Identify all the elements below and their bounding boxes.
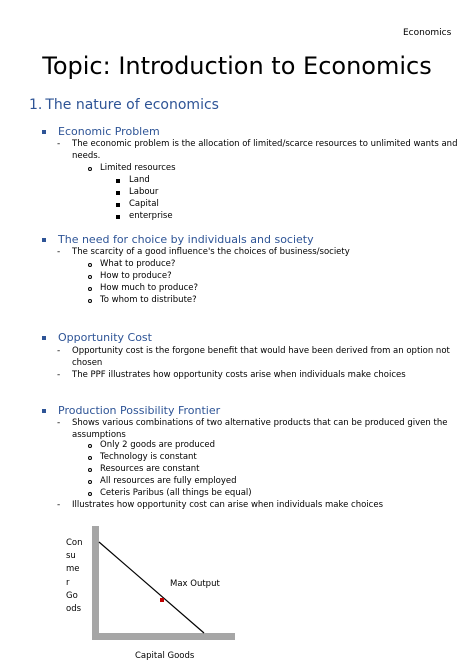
square-bullet-icon bbox=[116, 191, 120, 195]
circle-bullet-icon bbox=[88, 444, 92, 448]
list-item: enterprise bbox=[129, 211, 173, 221]
circle-bullet-icon bbox=[88, 299, 92, 303]
dash-icon: - bbox=[57, 346, 61, 356]
page-title: Topic: Introduction to Economics bbox=[42, 52, 432, 80]
y-axis-label-line: Go bbox=[66, 590, 78, 601]
text-line: The PPF illustrates how opportunity costs arise when individuals make choices bbox=[72, 370, 406, 380]
circle-bullet-icon bbox=[88, 492, 92, 496]
y-axis-label-line: r bbox=[66, 577, 70, 588]
heading-ppf: Production Possibility Frontier bbox=[58, 404, 221, 417]
text-line: The economic problem is the allocation of limited/scarce resources to unlimited wants and bbox=[72, 139, 458, 149]
text-line: Opportunity cost is the forgone benefit that would have been derived from an option not bbox=[72, 346, 450, 356]
list-item: Only 2 goods are produced bbox=[100, 440, 216, 450]
list-item: Labour bbox=[129, 187, 159, 197]
y-axis-label-line: Con bbox=[66, 538, 83, 548]
dash-icon: - bbox=[57, 139, 61, 149]
text-line: The scarcity of a good influence's the choices of business/society bbox=[72, 247, 350, 257]
text-line: needs. bbox=[72, 151, 101, 161]
ppf-diagram bbox=[80, 520, 250, 650]
heading-need-for-choice: The need for choice by individuals and society bbox=[58, 233, 314, 246]
heading-economic-problem: Economic Problem bbox=[58, 125, 160, 138]
section-title: The nature of economics bbox=[45, 97, 219, 113]
list-item: How to produce? bbox=[100, 271, 172, 281]
text-line: Limited resources bbox=[100, 163, 176, 173]
dash-icon: - bbox=[57, 500, 61, 510]
y-axis-label-line: ods bbox=[66, 604, 82, 615]
bullet-icon bbox=[42, 336, 46, 340]
y-axis bbox=[92, 526, 99, 640]
list-item: Land bbox=[129, 175, 150, 185]
list-item: To whom to distribute? bbox=[100, 295, 197, 305]
x-axis-label: Capital Goods bbox=[135, 651, 195, 661]
dash-icon: - bbox=[57, 370, 61, 380]
circle-bullet-icon bbox=[88, 456, 92, 460]
circle-bullet-icon bbox=[88, 468, 92, 472]
list-item: How much to produce? bbox=[100, 283, 199, 293]
max-output-point bbox=[160, 598, 164, 602]
text-line: Shows various combinations of two alternative products that can be produced given the bbox=[72, 418, 448, 428]
y-axis-label-line: su bbox=[66, 551, 76, 562]
circle-bullet-icon bbox=[88, 287, 92, 291]
section-heading bbox=[29, 97, 219, 113]
header-label: Economics bbox=[403, 28, 452, 38]
circle-bullet-icon bbox=[88, 480, 92, 484]
text-line: chosen bbox=[72, 358, 103, 368]
circle-bullet-icon bbox=[88, 263, 92, 267]
square-bullet-icon bbox=[116, 215, 120, 219]
bullet-icon bbox=[42, 130, 46, 134]
bullet-icon bbox=[42, 409, 46, 413]
square-bullet-icon bbox=[116, 203, 120, 207]
list-item: Resources are constant bbox=[100, 464, 200, 474]
text-line: Illustrates how opportunity cost can arise when individuals make choices bbox=[72, 500, 384, 510]
max-output-label: Max Output bbox=[170, 579, 220, 589]
bullet-icon bbox=[42, 238, 46, 242]
square-bullet-icon bbox=[116, 179, 120, 183]
list-item: What to produce? bbox=[100, 259, 176, 269]
list-item: Capital bbox=[129, 199, 159, 209]
list-item: Ceteris Paribus (all things be equal) bbox=[100, 488, 252, 498]
list-item: Technology is constant bbox=[100, 452, 197, 462]
heading-opportunity-cost: Opportunity Cost bbox=[58, 331, 152, 344]
dash-icon: - bbox=[57, 418, 61, 428]
x-axis bbox=[92, 633, 235, 640]
section-number: 1. bbox=[29, 97, 43, 113]
y-axis-label-line: me bbox=[66, 564, 80, 575]
list-item: All resources are fully employed bbox=[100, 476, 237, 486]
circle-bullet-icon bbox=[88, 167, 92, 171]
circle-bullet-icon bbox=[88, 275, 92, 279]
text-line: assumptions bbox=[72, 430, 126, 440]
dash-icon: - bbox=[57, 247, 61, 257]
